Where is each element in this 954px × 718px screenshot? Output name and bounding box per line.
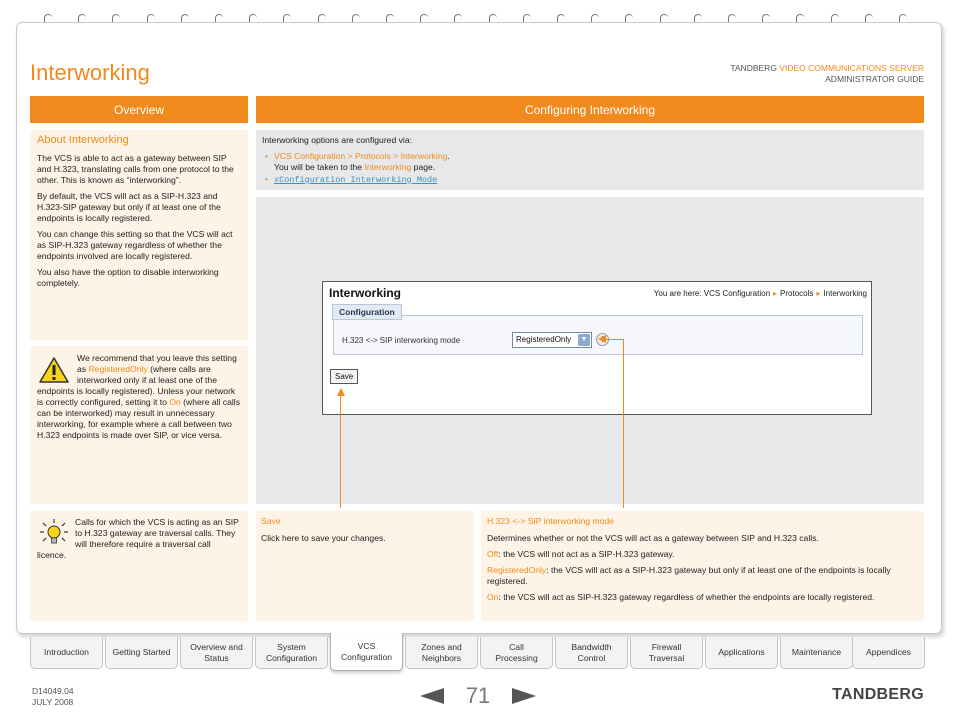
- breadcrumb-lead: You are here:: [653, 289, 702, 298]
- tab-label-line: Configuration: [265, 652, 318, 663]
- tab-label-line: Overview and: [190, 641, 243, 652]
- document-info: [32, 686, 74, 708]
- tab-label-line: Control: [577, 652, 606, 663]
- mode-option-on: [487, 592, 918, 603]
- warning-text: (where all calls can be interworked) may result in unnecessary interworking, for example where a call between two H.323 endpoints is made over SIP, or vice versa.: [37, 397, 241, 440]
- warning-text: We recommend that you leave this setting as: [77, 353, 237, 374]
- chevron-down-icon[interactable]: ▼: [578, 334, 590, 346]
- breadcrumb-item[interactable]: VCS Configuration: [703, 289, 771, 298]
- tab-label: [113, 647, 171, 658]
- tab-introduction[interactable]: [30, 637, 103, 669]
- overview-heading: Overview: [30, 96, 248, 123]
- tab-label-line: Firewall: [651, 641, 682, 652]
- tab-label: [571, 642, 611, 664]
- option-key: RegisteredOnly: [487, 565, 547, 575]
- warning-icon: [37, 355, 71, 385]
- breadcrumb-separator-icon: ▸: [816, 289, 821, 298]
- mode-description-title: H.323 <-> SIP interworking mode: [487, 516, 614, 526]
- tab-label-line: Bandwidth: [571, 641, 612, 652]
- tab-call[interactable]: [480, 637, 553, 669]
- tab-firewall[interactable]: [630, 637, 703, 669]
- tab-label-line: Call: [509, 641, 524, 652]
- breadcrumb-item[interactable]: Protocols: [780, 289, 814, 298]
- mode-callout-line-v: [623, 339, 624, 508]
- tab-label: [649, 642, 685, 664]
- tip-text: Calls for which the VCS is acting as an SIP to H.323 gateway are traversal calls. They will therefore require a traversal call licence.: [37, 517, 239, 560]
- mode-description-panel: [481, 511, 924, 621]
- page-title: Interworking: [30, 60, 150, 85]
- interworking-screenshot: [322, 281, 872, 415]
- previous-page-icon[interactable]: [420, 688, 444, 704]
- xconfiguration-command-link[interactable]: xConfiguration Interworking Mode: [274, 175, 438, 185]
- config-methods-list: [262, 151, 918, 186]
- list-item: [262, 151, 918, 173]
- brand-prefix: TANDBERG: [730, 63, 777, 73]
- interworking-page-link[interactable]: Interworking: [364, 162, 412, 172]
- tab-label: [718, 647, 764, 658]
- tab-label-line: Introduction: [44, 647, 89, 657]
- save-callout-line: [340, 395, 341, 508]
- warning-highlight: RegisteredOnly: [88, 364, 148, 374]
- screenshot-title: Interworking: [329, 286, 402, 300]
- interworking-mode-value: RegisteredOnly: [516, 335, 572, 344]
- tab-getting-started[interactable]: [105, 637, 178, 669]
- save-callout-arrow-icon: [337, 388, 345, 396]
- config-intro-panel: [256, 130, 924, 190]
- tab-label-line: Neighbors: [421, 652, 462, 663]
- about-paragraph: By default, the VCS will act as a SIP-H.323 and H.323-SIP gateway but only if at least one of the endpoints is locally registered.: [37, 191, 221, 223]
- mode-option-registered: [487, 565, 918, 587]
- configuring-heading: Configuring Interworking: [256, 96, 924, 123]
- tab-label: [341, 641, 392, 663]
- tab-label: [190, 642, 243, 664]
- tab-label-line: VCS: [357, 640, 376, 651]
- save-description-panel: [256, 511, 474, 621]
- tandberg-logo: TANDBERG: [832, 686, 924, 703]
- list-item-text: You will be taken to the: [274, 162, 365, 172]
- option-key: On: [487, 592, 499, 602]
- configuration-tab: Configuration: [332, 304, 402, 320]
- tab-label-line: Getting Started: [112, 647, 171, 657]
- tab-label-line: System: [277, 641, 306, 652]
- save-button[interactable]: Save: [330, 369, 358, 384]
- tab-appendices[interactable]: [852, 637, 925, 669]
- tab-label-line: Processing: [495, 652, 538, 663]
- config-intro-lead: Interworking options are configured via:: [262, 135, 412, 145]
- pager: [420, 681, 536, 711]
- next-page-icon[interactable]: [512, 688, 536, 704]
- menu-path-link[interactable]: VCS Configuration > Protocols > Interworking: [274, 151, 448, 161]
- breadcrumb-item: Interworking: [823, 289, 867, 298]
- document-id: D14049.04: [32, 686, 74, 696]
- tab-label-line: Traversal: [648, 652, 685, 663]
- mode-callout-arrow-icon: [598, 335, 606, 343]
- breadcrumb: [654, 289, 867, 298]
- brand-product: VIDEO COMMUNICATIONS SERVER: [779, 63, 924, 73]
- option-text: : the VCS will not act as a SIP-H.323 gateway.: [498, 549, 675, 559]
- tip-panel: [30, 511, 248, 621]
- tab-label: [866, 647, 911, 658]
- tab-vcs[interactable]: [330, 633, 403, 671]
- tab-label-line: Zones and: [421, 641, 462, 652]
- warning-panel: [30, 346, 248, 504]
- option-key: Off: [487, 549, 499, 559]
- tab-maintenance[interactable]: [780, 637, 853, 669]
- info-icon[interactable]: i: [596, 333, 609, 346]
- save-description-text: Click here to save your changes.: [261, 533, 386, 543]
- list-item: [262, 174, 918, 186]
- tab-label-line: Applications: [718, 647, 765, 657]
- interworking-mode-label: H.323 <-> SIP interworking mode: [342, 336, 461, 345]
- save-description-title: Save: [261, 516, 281, 526]
- tab-label-line: Maintenance: [791, 647, 842, 657]
- tab-zones-and[interactable]: [405, 637, 478, 669]
- mode-callout-line-h: [605, 339, 624, 340]
- about-title: About Interworking: [37, 134, 129, 146]
- tab-label-line: Status: [204, 652, 229, 663]
- interworking-mode-select[interactable]: [512, 332, 592, 348]
- tab-label-line: Configuration: [340, 651, 393, 662]
- tab-overview-and[interactable]: [180, 637, 253, 669]
- about-paragraph: You also have the option to disable interworking completely.: [37, 267, 219, 288]
- tab-label: [421, 642, 462, 664]
- page-number: 71: [465, 683, 491, 708]
- tab-label: [495, 642, 538, 664]
- tab-label: [792, 647, 841, 658]
- about-panel: [30, 130, 248, 340]
- option-text: : the VCS will act as a SIP-H.323 gateway but only if at least one of the endpoints is locally registered.: [487, 565, 891, 586]
- tab-label-line: Appendices: [866, 647, 911, 657]
- warning-highlight: On: [169, 397, 181, 407]
- tab-system[interactable]: [255, 637, 328, 669]
- mode-description-intro: Determines whether or not the VCS will act as a gateway between SIP and H.323 calls.: [487, 533, 819, 543]
- tab-label: [44, 647, 89, 658]
- option-text: : the VCS will act as SIP-H.323 gateway regardless of whether the endpoints are locally registered.: [498, 592, 875, 602]
- breadcrumb-separator-icon: ▸: [773, 289, 778, 298]
- tab-bandwidth[interactable]: [555, 637, 628, 669]
- chapter-tabs: [30, 637, 924, 671]
- tab-applications[interactable]: [705, 637, 778, 669]
- warning-text: (where calls are interworked only if at least one of the endpoints is locally registered). Unless your network is correctly configured, setting it to: [37, 364, 236, 407]
- list-item-text: page.: [411, 162, 436, 172]
- about-paragraph: You can change this setting so that the VCS will act as SIP-H.323 gateway regardless of whether the endpoints involved are locally registered.: [37, 229, 233, 261]
- document-date: JULY 2008: [32, 697, 74, 707]
- about-paragraph: The VCS is able to act as a gateway between SIP and H.323, translating calls from one protocol to the other. This is known as “interworking”.: [37, 153, 234, 185]
- guide-label: ADMINISTRATOR GUIDE: [825, 74, 924, 84]
- brand-header: [730, 63, 924, 85]
- mode-option-off: [487, 549, 918, 560]
- lightbulb-icon: [37, 517, 71, 547]
- tab-label: [266, 642, 317, 664]
- list-item-text: .: [447, 151, 450, 161]
